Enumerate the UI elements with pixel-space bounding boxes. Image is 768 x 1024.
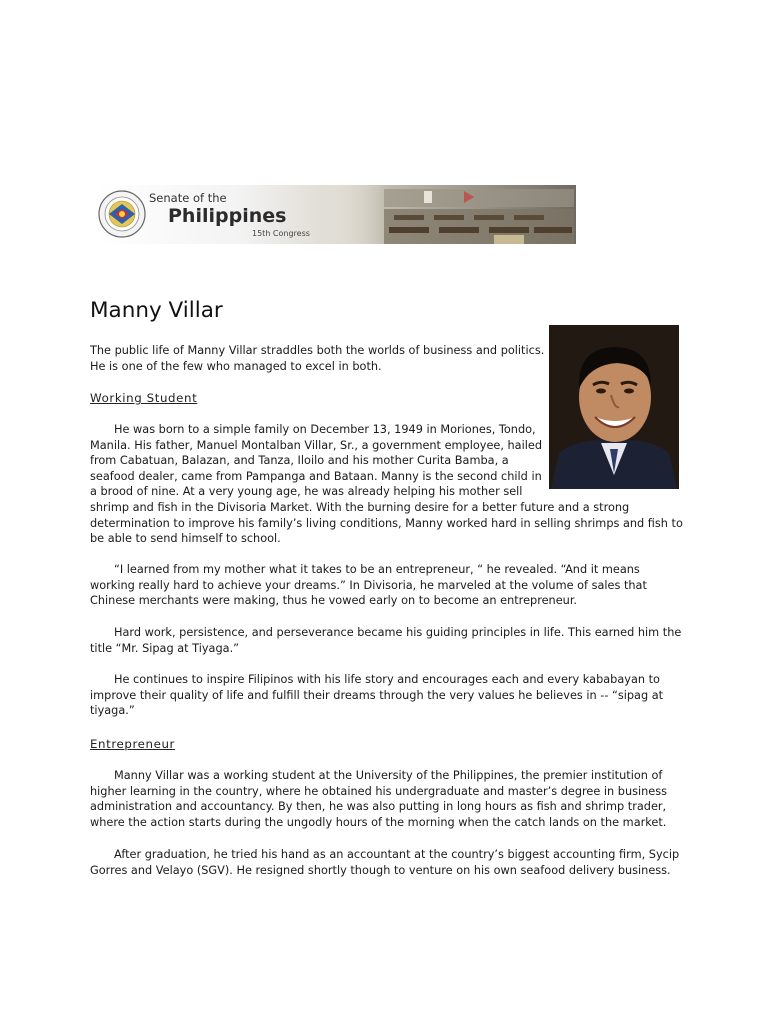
intro-paragraph bbox=[90, 343, 544, 374]
text-line: title “Mr. Sipag at Tiyaga.” bbox=[90, 641, 240, 655]
text-line: “I learned from my mother what it takes to be an entrepreneur, “ he revealed. “And it means bbox=[114, 563, 640, 576]
text-line: higher learning in the country, where he obtained his undergraduate and master’s degree in business bbox=[90, 784, 668, 798]
paragraph-inspire bbox=[90, 672, 663, 719]
article-title: Manny Villar bbox=[90, 298, 223, 323]
text-line: He was born to a simple family on December 13, 1949 in Moriones, Tondo, bbox=[114, 423, 536, 436]
text-line: working really hard to achieve your dreams.” In Divisoria, he marveled at the volume of sales that bbox=[90, 578, 647, 592]
section-heading-entrepreneur: Entrepreneur bbox=[90, 737, 176, 751]
text-line: improve their quality of life and fulfill their dreams through the very values he believes in -- “sipag at bbox=[90, 688, 664, 702]
text-line: tiyaga.” bbox=[90, 704, 135, 718]
text-line: Gorres and Velayo (SGV). He resigned shortly though to venture on his own seafood delivery business. bbox=[90, 863, 671, 877]
banner-title: Philippines bbox=[168, 205, 287, 227]
senate-seal-logo bbox=[98, 190, 146, 238]
text-line: Manila. His father, Manuel Montalban Villar, Sr., a government employee, hailed bbox=[90, 438, 543, 452]
text-line: He is one of the few who managed to excel in both. bbox=[90, 359, 382, 373]
paragraph-graduation bbox=[90, 847, 679, 878]
section-heading-working-student: Working Student bbox=[90, 391, 198, 405]
text-line: shrimp and fish in the Divisoria Market. With the burning desire for a better future and a strong bbox=[90, 500, 630, 514]
text-line: After graduation, he tried his hand as an accountant at the country’s biggest accounting firm, Sycip bbox=[114, 848, 680, 861]
text-line: from Cabatuan, Balazan, and Tanza, Iloilo and his mother Curita Bamba, a bbox=[90, 454, 509, 468]
text-line: The public life of Manny Villar straddles both the worlds of business and politics. bbox=[90, 344, 545, 357]
text-line: seafood dealer, came from Pampanga and Bataan. Manny is the second child in bbox=[90, 469, 542, 483]
text-line: Chinese merchants were making, thus he vowed early on to become an entrepreneur. bbox=[90, 594, 578, 608]
text-line: Hard work, persistence, and perseverance became his guiding principles in life. This earned him the bbox=[114, 626, 682, 639]
text-line: determination to improve his family’s living conditions, Manny worked hard in selling shrimps and fish to bbox=[90, 516, 683, 530]
text-line: a brood of nine. At a very young age, he was already helping his mother sell bbox=[90, 485, 523, 499]
senate-banner bbox=[96, 185, 576, 244]
paragraph-university bbox=[90, 768, 667, 830]
text-line: Manny Villar was a working student at the University of the Philippines, the premier institution of bbox=[114, 769, 663, 782]
text-line: He continues to inspire Filipinos with his life story and encourages each and every kababayan to bbox=[114, 673, 660, 686]
paragraph-birth bbox=[90, 422, 683, 547]
senate-chamber-photo bbox=[324, 185, 576, 244]
paragraph-principles bbox=[90, 625, 681, 656]
banner-subtitle: 15th Congress bbox=[252, 229, 310, 238]
paragraph-quote bbox=[90, 562, 647, 609]
text-line: administration and accountancy. By then, he was also putting in long hours as fish and shrimp trader, bbox=[90, 800, 667, 814]
text-line: be able to send himself to school. bbox=[90, 532, 281, 546]
text-line: where the action starts during the ungodly hours of the morning when the catch lands on the market. bbox=[90, 815, 667, 829]
banner-pre-title: Senate of the bbox=[149, 191, 227, 205]
